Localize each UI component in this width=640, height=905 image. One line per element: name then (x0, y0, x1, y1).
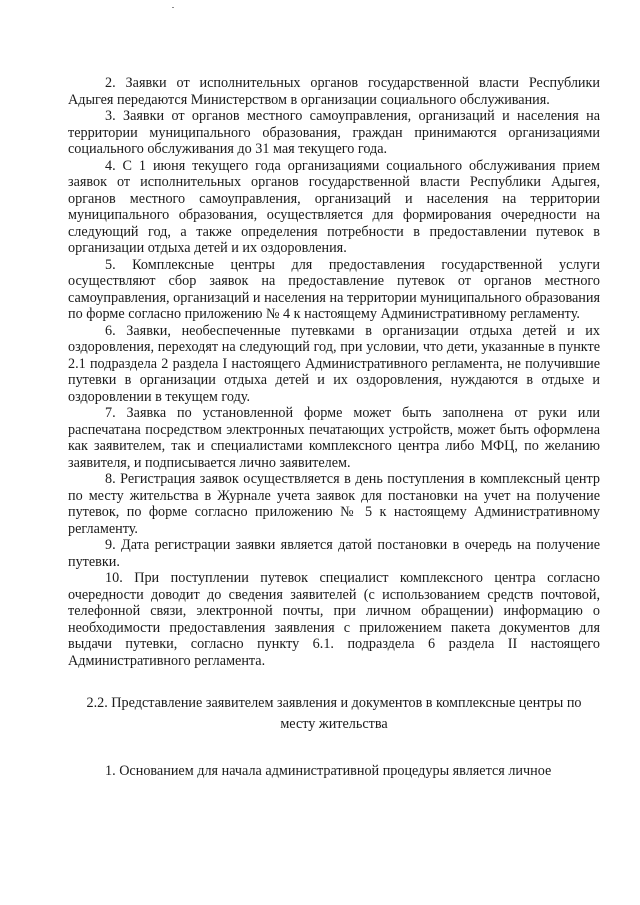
paragraph-5: 5. Комплексные центры для предоставления государственной услуги осуществляют сбор заявок на предоставление путевок от органов местного самоуправления, организаций и населения на территории муниципального образования по форме согласно приложению № 4 к настоящему Административному регламенту. (68, 256, 600, 322)
paragraph-7: 7. Заявка по установленной форме может быть заполнена от руки или распечатана посредством электронных печатающих устройств, может быть оформлена как заявителем, так и специалистами комплексного центра либо МФЦ, по желанию заявителя, и подписывается лично заявителем. (68, 405, 600, 471)
paragraph-8: 8. Регистрация заявок осуществляется в день поступления в комплексный центр по месту жительства в Журнале учета заявок для постановки на учет на получение путевок, по форме согласно приложению № 5 к настоящему Административному регламенту. (68, 471, 600, 537)
document-body (68, 75, 600, 780)
paragraph-4: 4. С 1 июня текущего года организациями социального обслуживания прием заявок от исполнительных органов государственной власти Республики Адыгея, органов местного самоуправления, организаций и населения на территории муниципального образования, осуществляется для формирования очередности на следующий год, а также определения потребности в предоставлении путевок в организации отдыха детей и их оздоровления. (68, 157, 600, 256)
paragraph-6: 6. Заявки, необеспеченные путевками в организации отдыха детей и их оздоровления, переходят на следующий год, при условии, что дети, указанные в пункте 2.1 подраздела 2 раздела I настоящего Административного регламента, не получившие путевки в организации отдыха детей и их оздоровления, нуждаются в отдыхе и оздоровлении в текущем году. (68, 322, 600, 405)
scan-speck (172, 7, 174, 8)
paragraph-section-1: 1. Основанием для начала административной процедуры является личное (105, 763, 552, 779)
paragraph-10: 10. При поступлении путевок специалист комплексного центра согласно очередности доводит до сведения заявителей (с использованием средств почтовой, телефонной связи, электронной почты, при личном обращении) информацию о необходимости предоставления заявления с приложением пакета документов для выдачи путевки, согласно пункту 6.1. подраздела 6 раздела II настоящего Административного регламента. (68, 570, 600, 669)
paragraph-9: 9. Дата регистрации заявки является датой постановки в очередь на получение путевки. (68, 537, 600, 570)
section-heading: 2.2. Представление заявителем заявления и документов в комплексные центры по месту жительства (86, 695, 582, 732)
paragraph-3: 3. Заявки от органов местного самоуправления, организаций и населения на территории муниципального образования, граждан принимаются организациями социального обслуживания до 31 мая текущего года. (68, 108, 600, 157)
paragraph-2: 2. Заявки от исполнительных органов государственной власти Республики Адыгея передаются Министерством в организации социального обслуживания. (68, 75, 600, 108)
